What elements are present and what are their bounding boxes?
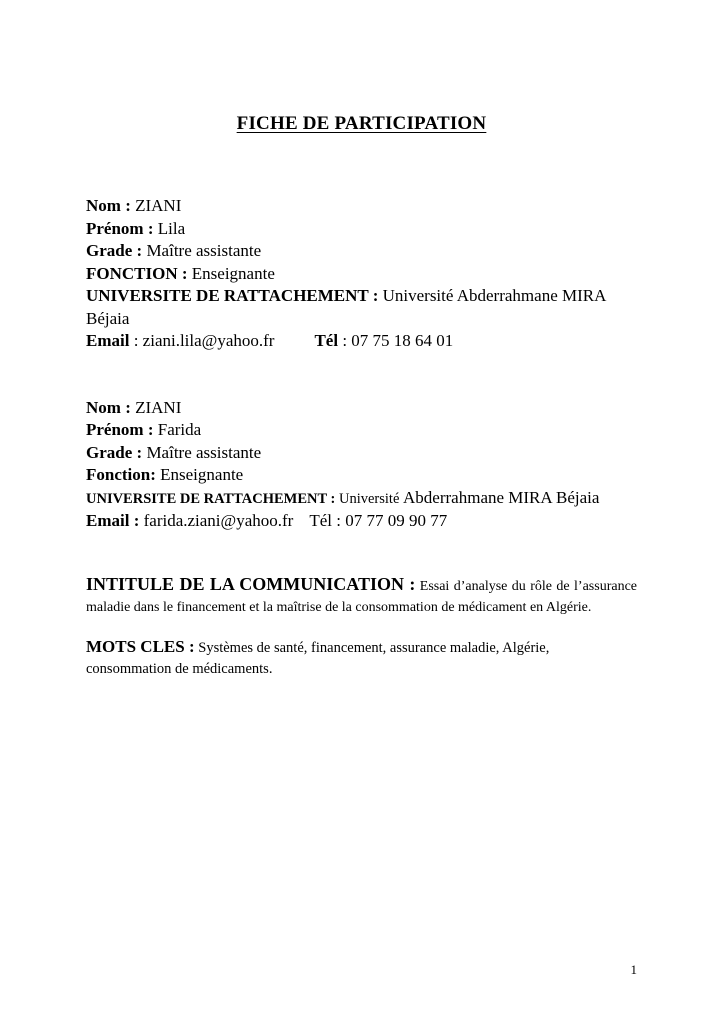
participant-block-1 <box>86 195 637 353</box>
keywords-heading: MOTS CLES : <box>86 636 195 656</box>
communication-heading: INTITULE DE LA COMMUNICATION : <box>86 573 416 594</box>
email-label: Email <box>86 331 130 350</box>
field-email-tel <box>86 510 637 533</box>
field-nom <box>86 397 637 420</box>
fonction-label: Fonction: <box>86 465 156 484</box>
email-value: : ziani.lila@yahoo.fr <box>129 331 275 350</box>
email-label: Email : <box>86 511 140 530</box>
grade-value: Maître assistante <box>142 241 262 260</box>
page-number: 1 <box>630 962 637 977</box>
universite-label: UNIVERSITE DE RATTACHEMENT : <box>86 490 336 507</box>
field-nom <box>86 195 637 218</box>
prenom-label: Prénom : <box>86 420 154 439</box>
prenom-value: Lila <box>153 218 186 238</box>
universite-label: UNIVERSITE DE RATTACHEMENT : <box>86 286 379 305</box>
email-value: farida.ziani@yahoo.fr <box>139 511 294 530</box>
document-content <box>86 113 637 681</box>
fonction-label: FONCTION : <box>86 263 188 283</box>
document-title: FICHE DE PARTICIPATION <box>236 113 487 134</box>
nom-label: Nom : <box>86 397 131 417</box>
field-fonction <box>86 263 637 286</box>
universite-value: Université Abderrahmane MIRA Béjaia <box>86 286 614 328</box>
fonction-value: Enseignante <box>187 263 275 283</box>
prenom-label: Prénom : <box>86 218 154 238</box>
grade-value: Maître assistante <box>142 442 262 462</box>
tel-value: : 07 75 18 64 01 <box>338 331 454 350</box>
participant-block-2 <box>86 397 637 533</box>
fonction-value: Enseignante <box>155 465 244 484</box>
communication-paragraph <box>86 574 637 619</box>
field-grade <box>86 240 637 263</box>
field-universite <box>86 487 637 511</box>
keywords-text: Systèmes de santé, financement, assurance maladie, Algérie, consommation de médicaments. <box>86 639 550 677</box>
field-grade <box>86 442 637 465</box>
field-prenom <box>86 419 637 442</box>
nom-value: ZIANI <box>130 196 182 215</box>
communication-text: Essai d’analyse du rôle de l’assurance maladie dans le financement et la maîtrise de la consommation de médicament en Algérie. <box>86 578 637 615</box>
grade-label: Grade : <box>86 442 143 462</box>
universite-value: Abderrahmane MIRA Béjaia <box>403 487 600 507</box>
field-prenom <box>86 218 637 241</box>
field-email-tel <box>86 330 637 353</box>
nom-value: ZIANI <box>130 397 182 417</box>
tel-value: Tél : 07 77 09 90 77 <box>309 511 448 530</box>
universite-mid: Université <box>335 490 404 507</box>
prenom-value: Farida <box>153 420 202 439</box>
field-universite <box>86 285 637 330</box>
tel-label: Tél <box>314 331 339 350</box>
keywords-paragraph <box>86 636 637 681</box>
grade-label: Grade : <box>86 241 143 260</box>
nom-label: Nom : <box>86 196 131 215</box>
field-fonction <box>86 464 637 487</box>
